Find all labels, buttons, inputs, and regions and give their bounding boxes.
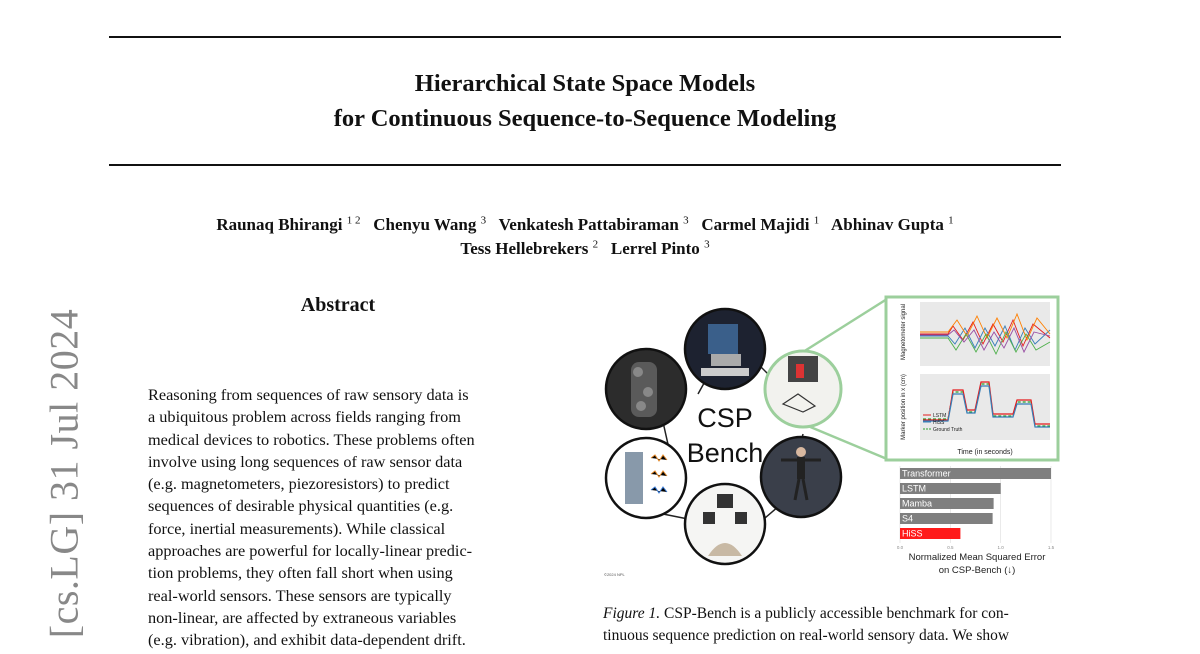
bar-s4 [900,513,993,524]
title-line-2: for Continuous Sequence-to-Sequence Modeling [333,105,837,132]
abstract-line: involve using long sequences of raw sensor data [148,451,463,471]
bottom-plot-xlabel: Time (in seconds) [957,449,1013,456]
bench-label: Bench [686,438,764,468]
abstract-line: non-linear, are affected by extraneous variables [148,607,457,627]
bar-label-lstm: LSTM [902,483,927,494]
author-line-2 [109,232,1061,261]
legend-hiss: HiSS [933,420,945,426]
bar-label-mamba: Mamba [902,498,933,509]
abstract-line: real-world sensors. These sensors are typically [148,585,452,605]
bar-label-s4: S4 [902,513,914,524]
bar-label-transformer: Transformer [902,468,951,479]
top-rule [109,36,1061,38]
abstract-line: Reasoning from sequences of raw sensory data is [148,385,469,404]
nmse-bar-chart [897,466,1055,550]
photo-mocap-person [761,437,841,517]
photo-robot-drawing [765,351,841,427]
photo-sensor-diagram [606,438,686,518]
author: Chenyu Wang $^3$ [373,214,487,234]
figure-1 [603,294,1063,584]
x-tick-label: 1.0 [997,545,1004,550]
figure-caption [603,603,1048,647]
photo-tactile-sensor [685,309,765,389]
legend-ground-truth: Ground Truth [933,427,963,433]
top-plot-ylabel: Magnetometer signal [901,303,907,361]
caption-line: tinuous sequence prediction on real-world sensory data. We show [603,627,1010,644]
zoom-connector [803,299,887,352]
author: Abhinav Gupta $^1$ [831,214,954,234]
bottom-plot-ylabel: Marker position in x (cm) [901,374,907,440]
abstract-line: medical devices to robotics. These problems often [148,429,475,449]
x-tick-label: 1.5 [1047,545,1055,550]
legend-lstm: LSTM [933,413,947,419]
photo-robot-arm [685,484,765,564]
bottom-rule [109,164,1061,166]
author: Lerrel Pinto $^3$ [610,238,710,258]
caption-label: Figure 1. [603,605,661,622]
caption-line: Figure 1. CSP-Bench is a publicly accessible benchmark for con- [603,605,1009,622]
title-line-1: Hierarchical State Space Models [414,70,756,97]
abstract-heading: Abstract [300,294,376,316]
abstract-line: force, inertial measurements). While classical [148,518,446,538]
x-tick-label: 0.5 [947,545,954,550]
author: Raunaq Bhirangi $^{1 2}$ [216,214,361,234]
x-tick-label: 0.0 [896,545,904,550]
csp-label: CSP [697,403,753,433]
chart-title-line-1: Normalized Mean Squared Error [908,552,1046,563]
abstract-line: (e.g. magnetometers, piezoresistors) to predict [148,474,450,494]
abstract-line: a ubiquitous problem across fields ranging from [148,407,461,427]
abstract-line: sequences of desirable physical quantities (e.g. [148,496,454,516]
abstract-line: tion problems, they often fall short when using [148,563,453,583]
bar-label-hiss: HiSS [902,528,923,539]
chart-title-line-2: on CSP-Bench (↓) [938,565,1016,576]
photo-credit: ©2024 NPL [604,572,625,577]
author: Venkatesh Pattabiraman $^3$ [498,214,689,234]
author: Tess Hellebrekers $^2$ [460,238,599,258]
abstract-line: approaches are powerful for locally-linear predic- [148,541,473,561]
photo-robot-hand [606,349,686,429]
paper-title [109,66,1061,136]
author: Carmel Majidi $^1$ [701,214,820,234]
abstract-line: (e.g. vibration), and exhibit data-dependent drift. [148,630,466,650]
arxiv-stamp: [cs.LG] 31 Jul 2024 [41,308,87,639]
abstract-body [148,384,530,652]
